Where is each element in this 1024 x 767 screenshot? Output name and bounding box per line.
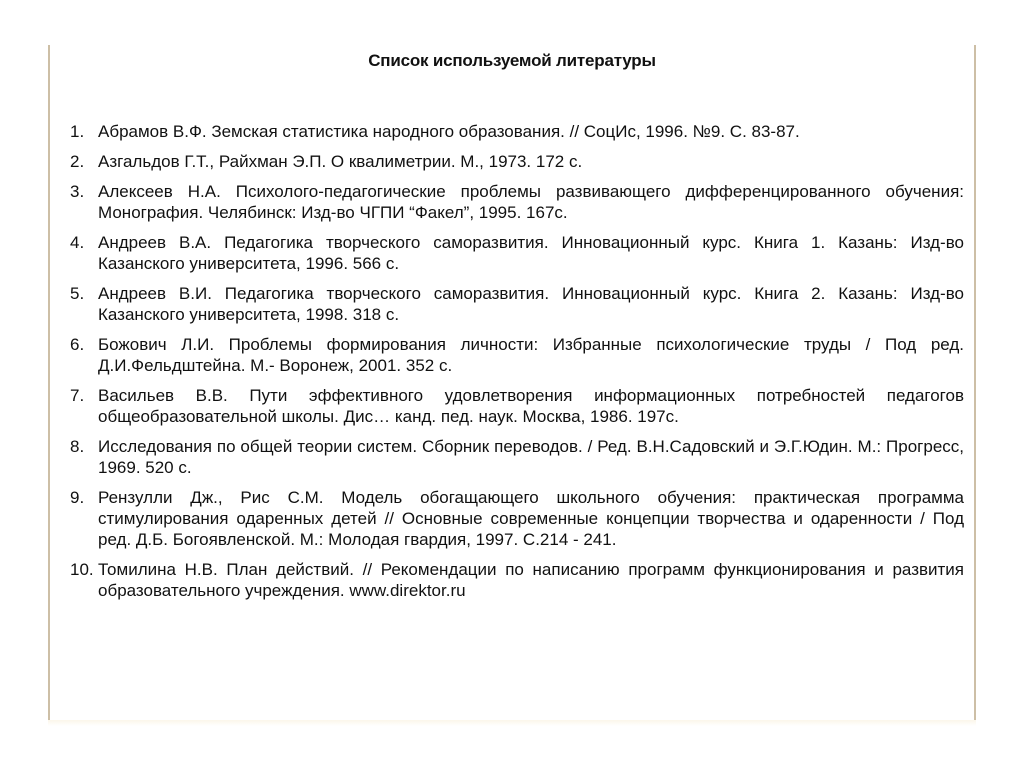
reference-item — [70, 151, 964, 172]
reference-number: 1. — [70, 122, 85, 141]
reference-number: 6. — [70, 335, 85, 354]
reference-item — [70, 283, 964, 325]
reference-item — [70, 559, 964, 601]
reference-text: Алексеев Н.А. Психолого-педагогические проблемы развивающего дифференцированного обучения: Монография. Челябинск: Изд-во ЧГПИ “Факел”, 1995. 167с. — [98, 182, 964, 222]
reference-number: 9. — [70, 488, 85, 507]
reference-text: Абрамов В.Ф. Земская статистика народного образования. // СоцИс, 1996. №9. С. 83-87. — [98, 122, 800, 141]
reference-text: Божович Л.И. Проблемы формирования личности: Избранные психологические труды / Под ред. Д.И.Фельдштейна. М.- Воронеж, 2001. 352 с. — [98, 335, 964, 375]
reference-item — [70, 181, 964, 223]
reference-number: 5. — [70, 284, 85, 303]
reference-text: Азгальдов Г.Т., Райхман Э.П. О квалиметрии. М., 1973. 172 с. — [98, 152, 583, 171]
reference-item — [70, 487, 964, 550]
reference-number: 2. — [70, 152, 85, 171]
slide-right-border — [974, 45, 976, 720]
reference-item — [70, 385, 964, 427]
reference-item — [70, 334, 964, 376]
reference-list — [70, 121, 964, 610]
reference-number: 3. — [70, 182, 85, 201]
reference-number: 10. — [70, 560, 94, 579]
reference-text: Томилина Н.В. План действий. // Рекомендации по написанию программ функционирования и развития образовательного учреждения. www.direktor.ru — [98, 560, 964, 600]
reference-number: 7. — [70, 386, 85, 405]
reference-number: 4. — [70, 233, 85, 252]
reference-text: Андреев В.И. Педагогика творческого саморазвития. Инновационный курс. Книга 2. Казань: Изд-во Казанского университета, 1998. 318 с. — [98, 284, 964, 324]
slide-left-border — [48, 45, 50, 720]
reference-item — [70, 232, 964, 274]
reference-text: Васильев В.В. Пути эффективного удовлетворения информационных потребностей педагогов общеобразовательной школы. Дис… канд. пед. наук. Москва, 1986. 197с. — [98, 386, 964, 426]
slide — [48, 45, 976, 720]
reference-text: Андреев В.А. Педагогика творческого саморазвития. Инновационный курс. Книга 1. Казань: Изд-во Казанского университета, 1996. 566 с. — [98, 233, 964, 273]
page-title: Список используемой литературы — [368, 51, 656, 70]
reference-text: Рензулли Дж., Рис С.М. Модель обогащающего школьного обучения: практическая программа стимулирования одаренных детей // Основные современные концепции творчества и одаренности / Под ред. Д.Б. Богоявленской. М.: Молодая гвардия, 1997. С.214 - 241. — [98, 488, 964, 549]
slide-bottom-shadow — [48, 720, 976, 726]
reference-number: 8. — [70, 437, 85, 456]
reference-item — [70, 121, 964, 142]
reference-text: Исследования по общей теории систем. Сборник переводов. / Ред. В.Н.Садовский и Э.Г.Юдин. М.: Прогресс, 1969. 520 с. — [98, 437, 964, 477]
reference-item — [70, 436, 964, 478]
